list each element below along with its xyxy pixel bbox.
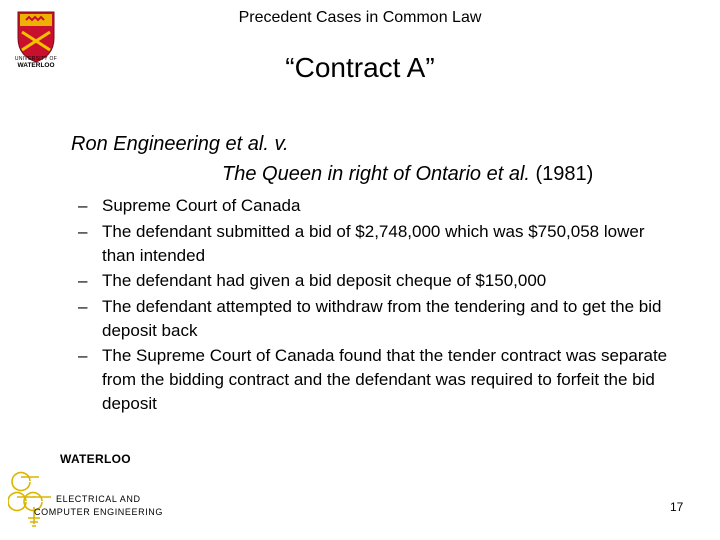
page-number: 17: [670, 500, 684, 514]
bullet-list: [78, 194, 678, 418]
bullet-text: The Supreme Court of Canada found that the tender contract was separate from the bidding contract and the defendant was required to forfeit the bid deposit: [102, 346, 668, 413]
university-logo-name: WATERLOO: [17, 62, 55, 69]
ece-dept-line-2: COMPUTER ENGINEERING: [34, 507, 164, 517]
bullet-text: The defendant submitted a bid of $2,748,000 which was $750,058 lower than intended: [102, 221, 645, 265]
bullet-dash: –: [78, 271, 88, 290]
slide-header: Precedent Cases in Common Law: [238, 9, 482, 26]
case-name-line-1: Ron Engineering et al. v.: [71, 133, 289, 155]
case-name-parties: The Queen in right of Ontario et al.: [222, 163, 530, 185]
bullet-dash: –: [78, 296, 88, 316]
bullet-text: The defendant had given a bid deposit cheque of $150,000: [102, 271, 547, 290]
bullet-text: The defendant attempted to withdraw from the tendering and to get the bid deposit back: [102, 296, 662, 340]
bullet-item: [78, 269, 678, 293]
case-name-line-2: [222, 163, 593, 186]
bullet-item: [78, 295, 678, 343]
slide-title: “Contract A”: [285, 52, 435, 83]
bullet-dash: –: [78, 221, 88, 241]
bullet-item: [78, 344, 678, 416]
bullet-dash: –: [78, 196, 88, 215]
university-logo-small-text: UNIVERSITY OF: [14, 56, 58, 62]
bullet-text: Supreme Court of Canada: [102, 196, 301, 215]
ece-dept-line-1: ELECTRICAL AND: [56, 494, 141, 504]
bullet-item: [78, 220, 678, 268]
case-year: (1981): [535, 163, 594, 185]
ece-logo-name: WATERLOO: [60, 452, 131, 466]
bullet-dash: –: [78, 346, 88, 365]
bullet-item: [78, 194, 678, 218]
